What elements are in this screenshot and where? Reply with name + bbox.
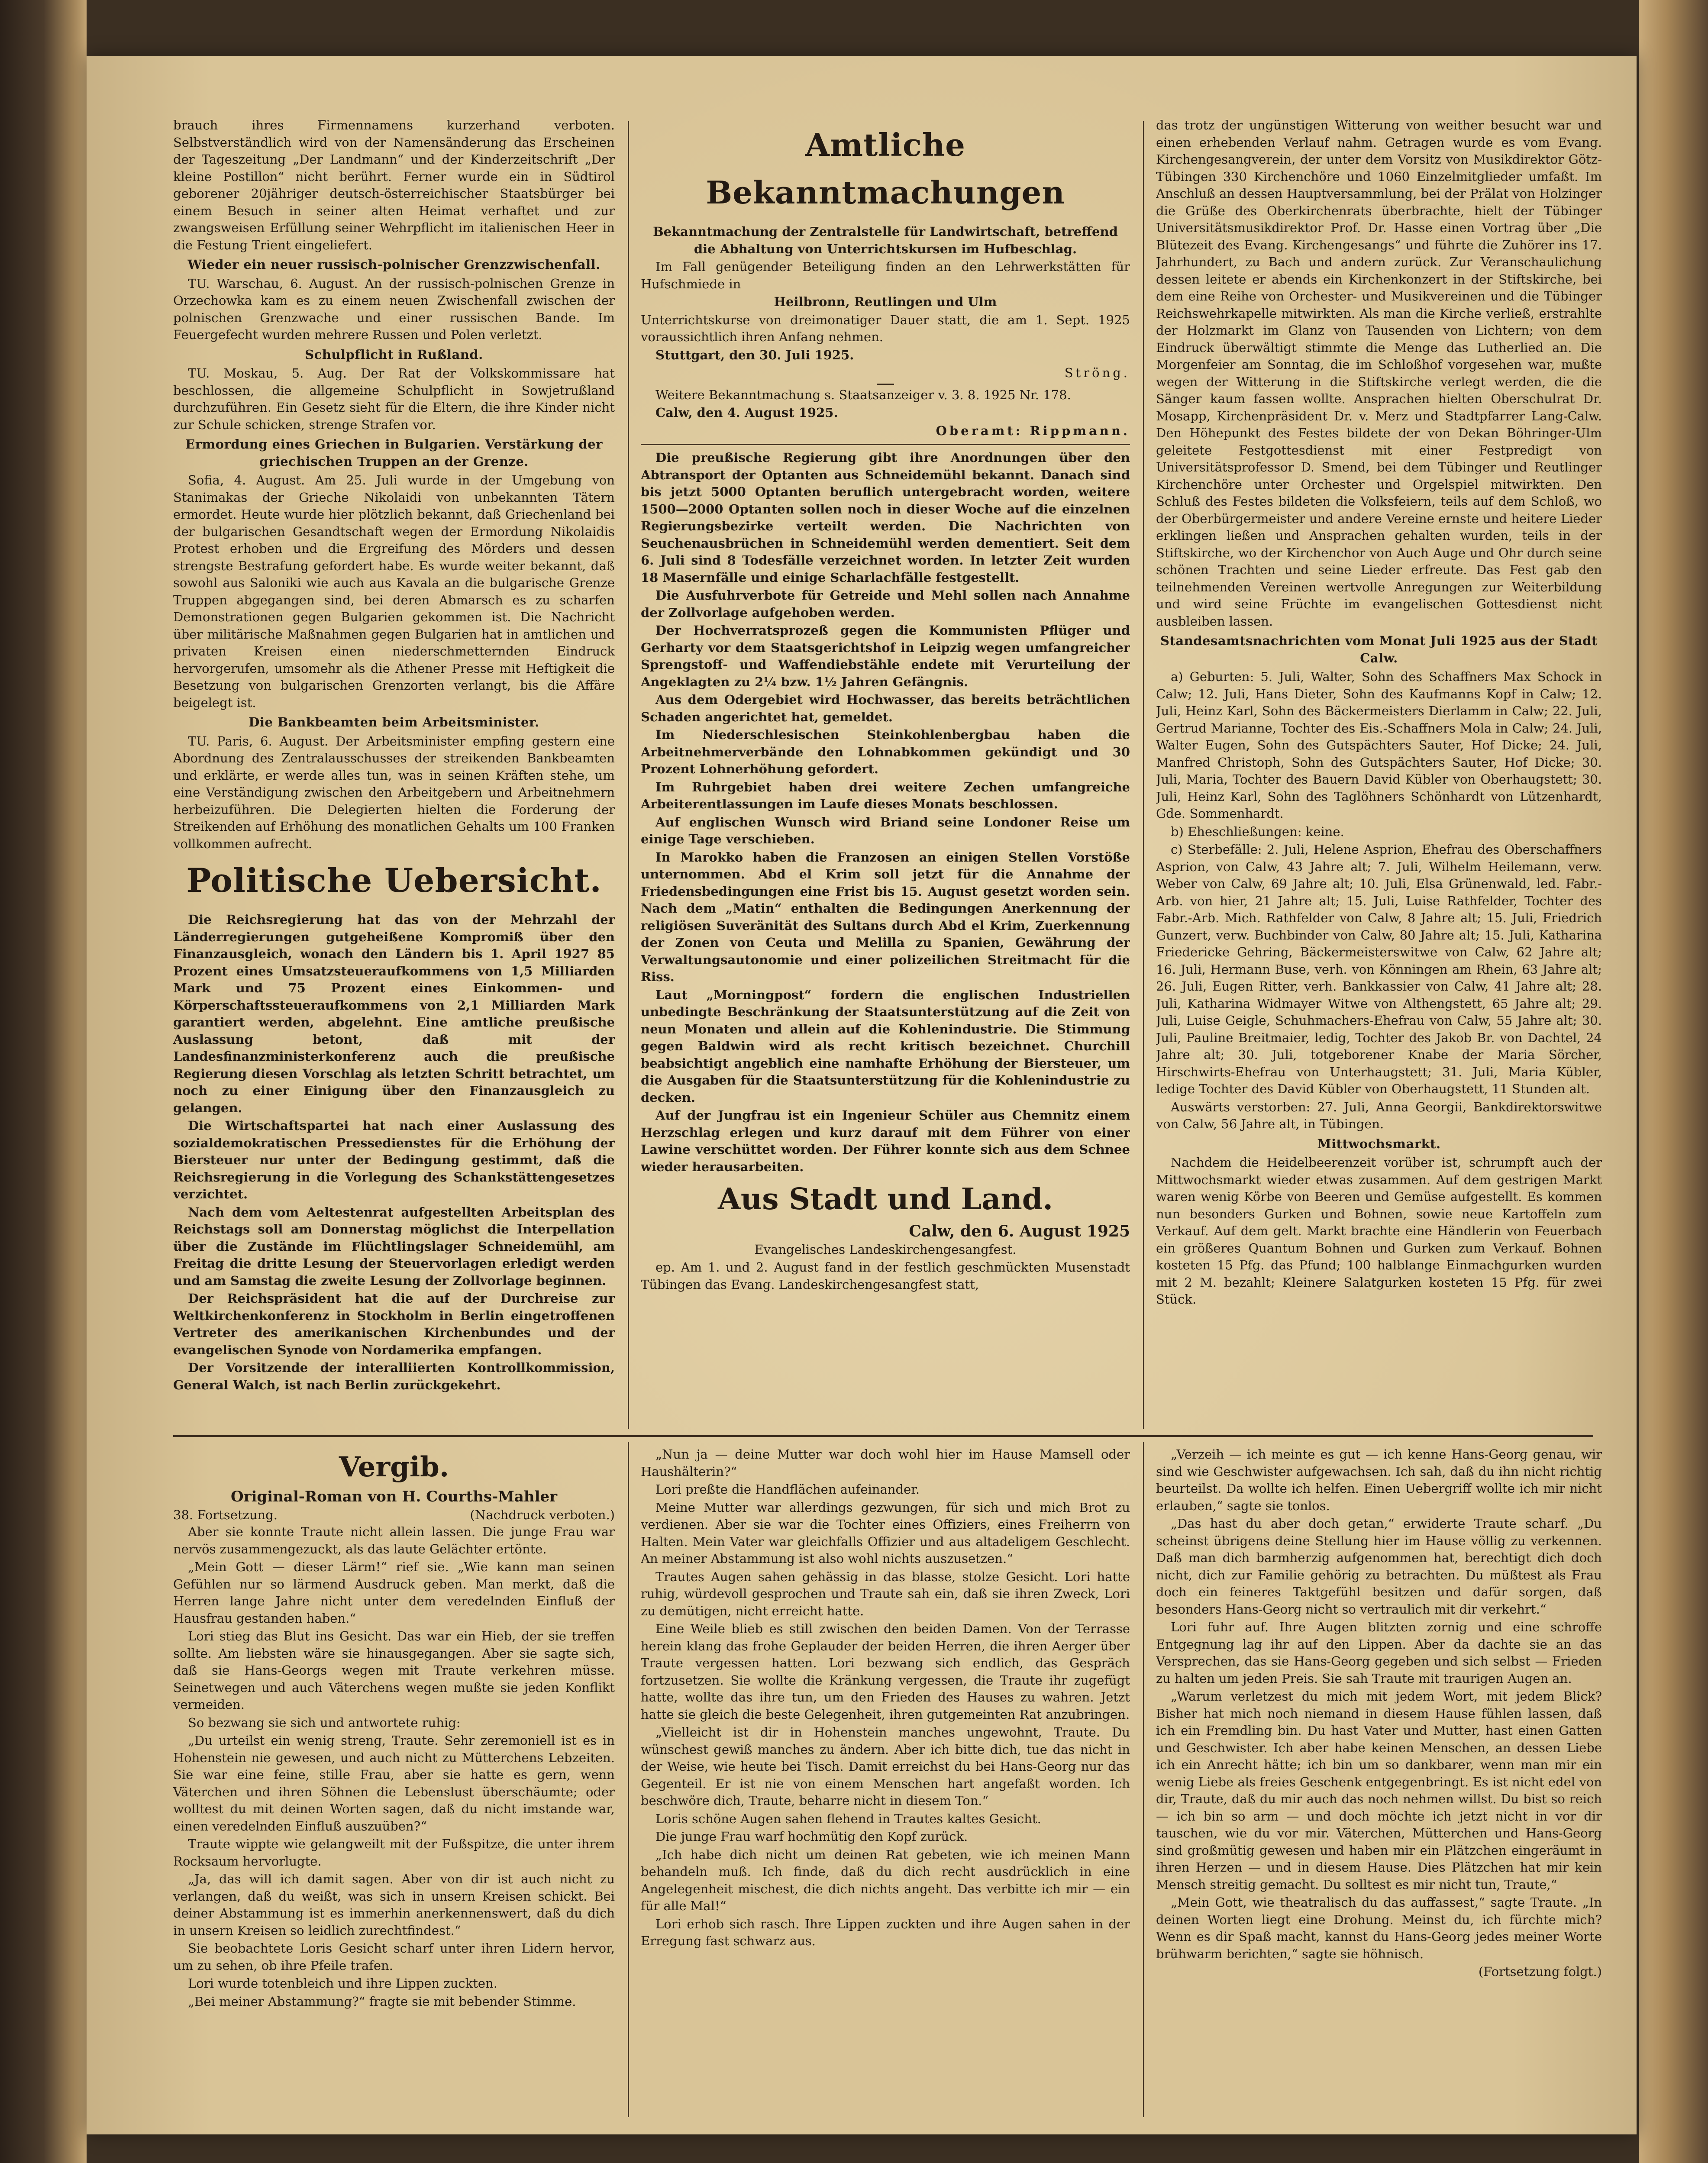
serial-text: „Vielleicht ist dir in Hohenstein manches ungewohnt, Traute. Du wünschest gewiß manches zu ändern. Aber ich bitte dich, tue das nicht in der Weise, wie heute bei Tisch. Damit erreichst du bei Hans-Georg nur das Gegenteil. Er ist nie von einem Menschen hart angefaßt worden. Ich beschwöre dich, Traute, beharre nicht in diesem Ton.“ [641, 1725, 1130, 1808]
serial-text: „Verzeih — ich meinte es gut — ich kenne Hans-Georg genau, wir sind wie Geschwister aufgewachsen. Ich sah, daß du ihn nicht richtig beurteilst. Da wollte ich helfen. Einen Uebergriff wollte ich mir nicht erlauben,“ sagte sie tonlos. [1156, 1447, 1602, 1513]
serial-text: Lori fuhr auf. Ihre Augen blitzten zornig und eine schroffe Entgegnung lag ihr auf den Lippen. Aber da dachte sie an das Versprechen, das sie Hans-Georg gegeben und sich selbst — Frieden zu halten um jeden Preis. Sie sah Traute mit traurigen Augen an. [1156, 1620, 1602, 1686]
registry-deaths-abroad: Auswärts verstorben: 27. Juli, Anna Georgii, Bankdirektorswitwe von Calw, 56 Jahre alt, in Tübingen. [1156, 1099, 1602, 1131]
news-item: Im Niederschlesischen Steinkohlenbergbau haben die Arbeitnehmerverbände den Lohnabkommen gekündigt und 30 Prozent Lohnerhöhung gefordert. [641, 727, 1130, 776]
registry-births: a) Geburten: 5. Juli, Walter, Sohn des Schaffners Max Schock in Calw; 12. Juli, Hans Dieter, Sohn des Kaufmanns Kopf in Calw; 12. Juli, Heinz Karl, Sohn des Bäckermeisters Dierlamm in Calw; 22. Juli, Gertrud Marianne, Tochter des Eis.-Schaffners Mola in Calw; 24. Juli, Walter Eugen, Sohn des Gutspächters Sauter, Hof Dicke; 24. Juli, Manfred Christoph, Sohn des Gutspächters Sauter, Hof Dicke; 30. Juli, Maria, Tochter des Bauern David Kübler von Oberhaugstett; 30. Juli, Heinz Karl, Sohn des Taglöhners Schönhardt von Lützenhardt, Gde. Sommenhardt. [1156, 669, 1602, 821]
article-heading: Schulpflicht in Rußland. [305, 347, 483, 362]
serial-text: Eine Weile blieb es still zwischen den beiden Damen. Von der Terrasse herein klang das frohe Geplauder der beiden Herren, die ihren Aerger über Traute vergessen hatten. Lori bezwang sich endlich, das Gespräch fortzusetzen. Sie wollte die Kränkung vergessen, die Traute ihr zugefügt hatte, wollte das ihre tun, um den Frieden des Hauses zu wahren. Jetzt hatte sie gleich die beste Gelegenheit, ihren gutgemeinten Rat anzubringen. [641, 1621, 1130, 1722]
article-heading: Ermordung eines Griechen in Bulgarien. Verstärkung der griechischen Truppen an der Grenze. [185, 437, 603, 469]
serial-text: Die junge Frau warf hochmütig den Kopf zurück. [655, 1829, 968, 1844]
article-heading: Wieder ein neuer russisch-polnischer Grenzzwischenfall. [187, 257, 601, 272]
section-heading-local: Aus Stadt und Land. [718, 1182, 1053, 1217]
serial-text: Loris schöne Augen sahen flehend in Trautes kaltes Gesicht. [655, 1811, 1041, 1826]
local-dateline: Calw, den 6. August 1925 [909, 1222, 1130, 1240]
column-3 [1156, 117, 1602, 1433]
serial-column-3 [1156, 1446, 1602, 2121]
serial-text: „Bei meiner Abstammung?“ fragte sie mit bebender Stimme. [188, 1994, 576, 2009]
serial-text: Sie beobachtete Loris Gesicht scharf unter ihren Lidern hervor, um zu sehen, ob ihre Pfeile trafen. [173, 1941, 615, 1973]
serial-meta [173, 1507, 615, 1524]
serial-column-1 [173, 1446, 615, 2121]
serial-text: Traute wippte wie gelangweilt mit der Fußspitze, die unter ihrem Rocksaum hervorlugte. [173, 1837, 615, 1869]
notice-date: Stuttgart, den 30. Juli 1925. [655, 347, 854, 362]
news-item: In Marokko haben die Franzosen an einigen Stellen Vorstöße unternommen. Abd el Krim soll jetzt für die Annahme der Friedensbedingungen eine Frist bis 15. August gesetzt worden sein. Nach dem „Matin“ enthalten die Bedingungen Anerkennung der religiösen Suveränität des Sultans durch Abd el Krim, Zuerkennung der Zonen von Ceuta und Melilla zu Spanien, Gewährung der Verwaltungsautonomie und einer polizeilichen Streitmacht für die Riss. [641, 849, 1130, 984]
serial-text: „Das hast du aber doch getan,“ erwiderte Traute scharf. „Du scheinst übrigens deine Stellung hier im Hause völlig zu verkennen. Daß man dich barmherzig aufgenommen hat, berechtigt dich doch nicht, dich zur Familie gehörig zu betrachten. Du müßtest als Frau doch ein feineres Taktgefühl besitzen und dafür sorgen, daß besonders Hans-Georg nicht so vertraulich mit dir verkehrt.“ [1156, 1516, 1602, 1617]
local-text: ep. Am 1. und 2. August fand in der festlich geschmückten Musenstadt Tübingen das Evang. Landeskirchengesangfest statt, [641, 1260, 1130, 1292]
news-item: Im Ruhrgebiet haben drei weitere Zechen umfangreiche Arbeiterentlassungen im Laufe dieses Monats beschlossen. [641, 779, 1130, 811]
column-rule-left [628, 121, 629, 1429]
notice-text: Weitere Bekanntmachung s. Staatsanzeiger v. 3. 8. 1925 Nr. 178. [655, 387, 1071, 402]
column-1 [173, 117, 615, 1433]
serial-rule-right [1143, 1442, 1144, 2117]
serial-title: Vergib. [339, 1451, 449, 1483]
serial-text: Aber sie konnte Traute nicht allein lassen. Die junge Frau war nervös zusammengezuckt, als das laute Gelächter ertönte. [173, 1524, 615, 1556]
serial-text: „Du urteilst ein wenig streng, Traute. Sehr zeremoniell ist es in Hohenstein nie gewesen, und auch nicht zu Mütterchens Lebzeiten. Sie war eine feine, stille Frau, aber sie hatte es gern, wenn Väterchen und ihren Söhnen die Lebenslust überschäumte; oder wolltest du mit deinen Worten sagen, daß du nicht imstande war, einen veredelnden Einfluß auszuüben?“ [173, 1733, 615, 1834]
serial-text: „Warum verletzest du mich mit jedem Wort, mit jedem Blick? Bisher hat mich noch niemand in diesem Hause fühlen lassen, daß ich ein Fremdling bin. Du hast Vater und Mutter, hast einen Gatten und Geschwister. Ich aber habe keinen Menschen, an dessen Liebe ich ein Anrecht hätte; ich bin um so dankbarer, wenn man mir ein wenig Liebe als freies Geschenk entgegenbringt. Es ist nicht edel von dir, Traute, daß du mir auch das noch nehmen willst. Du bist so reich — ich bin so arm — und doch möchte ich jetzt nicht in vor dir tauschen, wie du vor mir. Väterchen, Mütterchen und Hans-Georg sind großmütig gewesen und haben mir ein Plätzchen eingeräumt in ihren Herzen — und in diesem Hause. Dies Plätzchen hat mir kein Mensch streitig gemacht. Du solltest es mir nicht tun, Traute,“ [1156, 1689, 1602, 1892]
serial-text: So bezwang sie sich und antwortete ruhig: [188, 1715, 461, 1730]
notice-text: Im Fall genügender Beteiligung finden an den Lehrwerkstätten für Hufschmiede in [641, 259, 1130, 291]
serial-installment: 38. Fortsetzung. [173, 1507, 278, 1522]
notice-signature: Oberamt: Rippmann. [936, 423, 1130, 438]
serial-text: Lori preßte die Handflächen aufeinander. [655, 1482, 920, 1497]
serial-text: „Ich habe dich nicht um deinen Rat gebeten, wie ich meinen Mann behandeln muß. Ich finde, daß du dich recht ausdrücklich in eine Angelegenheit mischest, die dich nichts angeht. Das verbitte ich mir — ein für alle Mal!“ [641, 1847, 1130, 1913]
article-text: TU. Paris, 6. August. Der Arbeitsminister empfing gestern eine Abordnung des Zentralausschusses der streikenden Bankbeamten und erklärte, er werde alles tun, was in seinen Kräften stehe, um eine Verständigung zwischen den Arbeitgebern und Arbeitnehmern herbeizuführen. Die Delegierten hielten die Forderung der Streikenden auf Erhöhung des monatlichen Gehalts um 100 Franken vollkommen aufrecht. [173, 733, 615, 851]
book-binding-right-edge [1639, 0, 1708, 2163]
article-text: das trotz der ungünstigen Witterung von weither besucht war und einen erhebenden Verlauf nahm. Getragen wurde es vom Evang. Kirchengesangverein, der unter dem Vorsitz von Musikdirektor Götz-Tübingen 330 Kirchenchöre und 1060 Einzelmitglieder umfaßt. Im Anschluß an dessen Hauptversammlung, bei der Prälat von Holzinger die Grüße des Oberkirchenrats überbrachte, hielt der Tübinger Universitätsmusikdirektor Prof. Dr. Hasse einen Vortrag über „Die Blütezeit des Evang. Kirchengesangs“ und führte die Zuhörer ins 17. Jahrhundert, zu Bach und andern zurück. Zur Veranschaulichung dessen leitete er abends ein Kirchenkonzert in der Stiftskirche, bei dem eine Reihe von Orchester- und Musikvereinen und die Tübinger Reichswehrkapelle mitwirkten. Als man die Kirche verließ, erstrahlte der Holzmarkt im Glanz von Tausenden von Lichtern; von dem Eindruck überwältigt stimmte die Menge das Lutherlied an. Die Morgenfeier am Sonntag, die im Schloßhof vorgesehen war, mußte wegen der Witterung in die Stiftskirche verlegt werden, die die Sänger kaum fassen wollte. Ansprachen hielten Oberschulrat Dr. Mosapp, Kirchenpräsident Dr. v. Merz und Stadtpfarrer Lang-Calw. Den Höhepunkt des Festes bildete der von Dekan Böhringer-Ulm geleitete Festgottesdienst mit einer Festpredigt von Universitätsprofessor D. Smend, bei dem Tübinger und Reutlinger Kirchenchöre unter Orchester und Orgelspiel mitwirkten. Den Schluß des Festes bildeten die Volksfeiern, teils auf dem Schloß, wo der Oberbürgermeister und andere Vereine ernste und heitere Lieder erklingen ließen und Ansprachen gehalten wurden, teils in der Stiftskirche, wo der Kirchenchor von Auch Auge und Ohr durch seine schönen Trachten und seine Lieder erfreute. Das Fest gab den teilnehmenden Vereinen wertvolle Anregungen zur Weiterbildung und wird seine Früchte im evangelischen Gottesdienst nicht ausbleiben lassen. [1156, 118, 1602, 629]
notice-places: Heilbronn, Reutlingen und Ulm [774, 294, 997, 309]
book-binding-left-edge [0, 0, 87, 2163]
article-text: Nachdem die Heidelbeerenzeit vorüber ist, schrumpft auch der Mittwochsmarkt wieder etwas zusammen. Auf dem gestrigen Markt waren wenig Körbe von Beeren und Gemüse aufgestellt. Es kommen nun besonders Gurken und Bohnen, sowie neue Kartoffeln zum Verkauf. Auf dem gelt. Markt brachte eine Händlerin von Feuerbach ein größeres Quantum Bohnen und Gurken zum Verkauf. Bohnen kosteten 15 Pfg. das Pfund; 100 halblange Einmachgurken wurden mit 2 M. bezahlt; Kleinere Salatgurken kosteten 15 Pfg. für zwei Stück. [1156, 1155, 1602, 1307]
serial-text: „Mein Gott, wie theatralisch du das auffassest,“ sagte Traute. „In deinen Worten liegt eine Drohung. Meinst du, ich fürchte mich? Wenn es dir Spaß macht, kannst du Hans-Georg jedes meiner Worte brühwarm berichten,“ sagte sie höhnisch. [1156, 1895, 1602, 1961]
article-text: Die Wirtschaftspartei hat nach einer Auslassung des sozialdemokratischen Pressedienstes für die Erhöhung der Biersteuer nur unter der Bedingung gestimmt, daß die Reichsregierung in die Vorlegung des Schankstättengesetzes verzichtet. [173, 1118, 615, 1201]
serial-text: Lori stieg das Blut ins Gesicht. Das war ein Hieb, der sie treffen sollte. Am liebsten wäre sie hinausgegangen. Aber sie sagte sich, daß sie Hans-Georgs wegen mit Traute verkehren müsse. Seinetwegen und auch Väterchens wegen mußte sie jeden Konflikt vermeiden. [173, 1629, 615, 1712]
registry-marriages: b) Eheschließungen: keine. [1171, 824, 1344, 839]
registry-deaths: c) Sterbefälle: 2. Juli, Helene Asprion, Ehefrau des Oberschaffners Asprion, von Calw, 43 Jahre alt; 7. Juli, Wilhelm Heilemann, verw. Weber von Calw, 69 Jahre alt; 10. Juli, Elsa Grünenwald, led. Fabr.-Arb. von hier, 21 Jahre alt; 15. Juli, Luise Rathfelder, Tochter des Fabr.-Arb. Mich. Rathfelder von Calw, 8 Jahre alt; 15. Juli, Friedrich Gunzert, verw. Buchbinder von Calw, 80 Jahre alt; 15. Juli, Katharina Friedericke Gehring, Bäckermeisterswitwe von Calw, 62 Jahre alt; 16. Juli, Hermann Buse, verh. von Könningen am Rhein, 63 Jahre alt; 26. Juli, Eugen Ritter, verh. Bankkassier von Calw, 41 Jahre alt; 28. Juli, Katharina Widmayer Witwe von Althengstett, 65 Jahre alt; 29. Juli, Luise Geigle, Schuhmachers-Ehefrau von Calw, 55 Jahre alt; 30. Juli, Pauline Breitmaier, ledig, Tochter des Jakob Br. von Dachtel, 24 Jahre alt; 30. Juli, totgeborener Knabe der Maria Sörcher, Hirschwirts-Ehefrau von Unterhaugstett; 31. Juli, Maria Kübler, ledige Tochter des David Kübler von Oberhaugstett, 11 Stunden alt. [1156, 842, 1602, 1096]
article-text: Sofia, 4. August. Am 25. Juli wurde in der Umgebung von Stanimakas der Grieche Nikolaidi von unbekannten Tätern ermordet. Heute wurde hier plötzlich bekannt, daß Griechenland bei der bulgarischen Gesandtschaft wegen der Ermordung Nikolaidis Protest erhoben und die Ergreifung des Mörders und dessen strengste Bestrafung gefordert habe. Es wurde weiter bekannt, daß sowohl aus Saloniki wie auch aus Kavala an die bulgarische Grenze Truppen abgegangen sind, bei deren Abmarsch es zu scharfen Demonstrationen gegen Bulgarien gekommen ist. Die Nachricht über militärische Maßnahmen gegen Bulgarien hat in amtlichen und privaten Kreisen einen niederschmetternden Eindruck hervorgerufen, umsomehr als die Athener Presse mit Heftigkeit die Besetzung von bulgarischen Grenzorten verlangt, bis die Affäre beigelegt ist. [173, 473, 615, 710]
serial-text: Trautes Augen sahen gehässig in das blasse, stolze Gesicht. Lori hatte ruhig, würdevoll gesprochen und Traute sah ein, daß sie ihren Zweck, Lori zu demütigen, nicht erreicht hatte. [641, 1569, 1130, 1618]
serial-subtitle: Original-Roman von H. Courths-Mahler [230, 1488, 558, 1505]
article-text: TU. Moskau, 5. Aug. Der Rat der Volkskommissare hat beschlossen, die allgemeine Schulpflicht in Sowjetrußland durchzuführen. Ein Gesetz sieht für die Eltern, die ihre Kinder nicht zur Schule schicken, strenge Strafen vor. [173, 366, 615, 432]
section-heading-official: Amtliche Bekanntmachungen [706, 126, 1065, 211]
article-heading: Mittwochsmarkt. [1317, 1136, 1441, 1151]
column-2 [641, 117, 1130, 1433]
article-text: Der Vorsitzende der interalliierten Kontrollkommission, General Walch, ist nach Berlin zurückgekehrt. [173, 1360, 615, 1392]
serial-copyright-notice: (Nachdruck verboten.) [470, 1507, 615, 1522]
article-text: brauch ihres Firmennamens kurzerhand verboten. Selbstverständlich wird von der Namensänderung das Erscheinen der Tageszeitung „Der Landmann“ und der Kinderzeitschrift „Der kleine Postillon“ nicht berührt. Ferner wurde ein in Südtirol geborener 20jähriger deutsch-österreichischer Staatsbürger bei einem Besuch in seiner alten Heimat verhaftet und zur zwangsweisen Erfüllung seiner Wehrpflicht im italienischen Heer in die Festung Trient eingeliefert. [173, 118, 615, 252]
serial-text: Lori erhob sich rasch. Ihre Lippen zuckten und ihre Augen sahen in der Erregung fast schwarz aus. [641, 1916, 1130, 1948]
serial-rule-left [628, 1442, 629, 2117]
column-rule-right [1143, 121, 1144, 1429]
feuilleton-separator [173, 1435, 1593, 1437]
serial-text: „Mein Gott — dieser Lärm!“ rief sie. „Wie kann man seinen Gefühlen nur so lärmend Ausdruck geben. Man merkt, daß die Herren lange Jahre nicht unter dem veredelnden Einfluß der Hausfrau gestanden haben.“ [173, 1559, 615, 1626]
local-subheading: Evangelisches Landeskirchengesangfest. [754, 1242, 1017, 1257]
article-text: Die Reichsregierung hat das von der Mehrzahl der Länderregierungen gutgeheißene Kompromiß über den Finanzausgleich, wonach den Ländern bis 1. April 1927 85 Prozent eines Umsatzsteueraufkommens von 1,5 Milliarden Mark und 75 Prozent eines Einkommen- und Körperschaftssteueraufkommens von 2,1 Milliarden Mark garantiert werden, abgelehnt. Eine amtliche preußische Auslassung betont, daß mit der Landesfinanzministerkonferenz auch die preußische Regierung diesen Vorschlag als letzten Schritt betrachtet, um noch zu einer Einigung über den Finanzausgleich zu gelangen. [173, 912, 615, 1115]
news-item: Aus dem Odergebiet wird Hochwasser, das bereits beträchtlichen Schaden angerichtet hat, gemeldet. [641, 692, 1130, 724]
news-item: Die Ausfuhrverbote für Getreide und Mehl sollen nach Annahme der Zollvorlage aufgehoben werden. [641, 588, 1130, 620]
serial-text: Meine Mutter war allerdings gezwungen, für sich und mich Brot zu verdienen. Aber sie war die Tochter eines Offiziers, eines Freiherrn von Halten. Mein Vater war gleichfalls Offizier und aus altadeligem Geschlecht. An meiner Abstammung ist also wohl nichts auszusetzen.“ [641, 1500, 1130, 1566]
serial-text: „Nun ja — deine Mutter war doch wohl hier im Hause Mamsell oder Haushälterin?“ [641, 1447, 1130, 1479]
serial-continued-note: (Fortsetzung folgt.) [1478, 1964, 1602, 1979]
article-text: TU. Warschau, 6. August. An der russisch-polnischen Grenze in Orzechowka kam es zu einem neuen Zwischenfall zwischen der polnischen Grenzwache und einer russischen Bande. Im Feuergefecht wurden mehrere Russen und Polen verletzt. [173, 276, 615, 342]
news-item: Die preußische Regierung gibt ihre Anordnungen über den Abtransport der Optanten aus Schneidemühl bekannt. Danach sind bis jetzt 5000 Optanten beruflich untergebracht worden, weitere 1500—2000 Optanten sollen noch in dieser Woche auf die einzelnen Regierungsbezirke verteilt werden. Die Nachrichten von Seuchenausbrüchen in Schneidemühl werden dementiert. Seit dem 6. Juli sind 8 Todesfälle verzeichnet worden. In letzter Zeit wurden 18 Masernfälle und einige Scharlachfälle festgestellt. [641, 450, 1130, 585]
notice-signature: Ströng. [1064, 365, 1130, 380]
news-item: Laut „Morningpost“ fordern die englischen Industriellen unbedingte Beschränkung der Staatsunterstützung auf die Zeit von neun Monaten und allein auf die Kohlenindustrie. Die Stimmung gegen Baldwin wird als recht kritisch bezeichnet. Churchill beabsichtigt angeblich eine namhafte Erhöhung der Biersteuer, um die Ausgaben für die Staatsunterstützung für die Kohlenindustrie zu decken. [641, 987, 1130, 1105]
serial-text: „Ja, das will ich damit sagen. Aber von dir ist auch nicht zu verlangen, daß du weißt, was sich in unsern Kreisen schickt. Bei deiner Abstammung ist es immerhin anerkennenswert, daß du dich in unsern Kreisen so leidlich zurechtfindest.“ [173, 1872, 615, 1938]
news-item: Auf englischen Wunsch wird Briand seine Londoner Reise um einige Tage verschieben. [641, 814, 1130, 846]
article-text: Nach dem vom Aeltestenrat aufgestellten Arbeitsplan des Reichstags soll am Donnerstag möglichst die Interpellation über die Zustände im Flüchtlingslager Schneidemühl, am Freitag die dritte Lesung der Steuervorlagen erledigt werden und am Samstag die zweite Lesung der Zollvorlage beginnen. [173, 1204, 615, 1288]
notice-text: Unterrichtskurse von dreimonatiger Dauer statt, die am 1. Sept. 1925 voraussichtlich ihren Anfang nehmen. [641, 312, 1130, 344]
article-heading: Die Bankbeamten beim Arbeitsminister. [249, 715, 539, 730]
news-item: Der Hochverratsprozeß gegen die Kommunisten Pflüger und Gerharty vor dem Staatsgerichtshof in Leipzig wegen umfangreicher Sprengstoff- und Waffendiebstähle endete mit Verurteilung der Angeklagten zu 2¼ bzw. 1½ Jahren Gefängnis. [641, 623, 1130, 689]
serial-text: Lori wurde totenbleich und ihre Lippen zuckten. [188, 1976, 497, 1991]
notice-date: Calw, den 4. August 1925. [655, 405, 838, 420]
serial-column-2 [641, 1446, 1130, 2121]
article-text: Der Reichspräsident hat die auf der Durchreise zur Weltkirchenkonferenz in Stockholm in Berlin eingetroffenen Vertreter des amerikanischen Kirchenbundes und der evangelischen Synode von Nordamerika empfangen. [173, 1291, 615, 1357]
newspaper-page [87, 56, 1637, 2134]
article-heading: Standesamtsnachrichten vom Monat Juli 1925 aus der Stadt Calw. [1160, 633, 1598, 665]
notice-divider [641, 444, 1130, 445]
notice-divider [877, 384, 894, 385]
section-heading-politics: Politische Uebersicht. [186, 861, 602, 900]
notice-subheading: Bekanntmachung der Zentralstelle für Landwirtschaft, betreffend die Abhaltung von Unterrichtskursen im Hufbeschlag. [653, 224, 1118, 256]
news-item: Auf der Jungfrau ist ein Ingenieur Schüler aus Chemnitz einem Herzschlag erlegen und kurz darauf mit dem Führer von einer Lawine verschüttet worden. Der Führer konnte sich aus dem Schnee wieder herausarbeiten. [641, 1108, 1130, 1174]
